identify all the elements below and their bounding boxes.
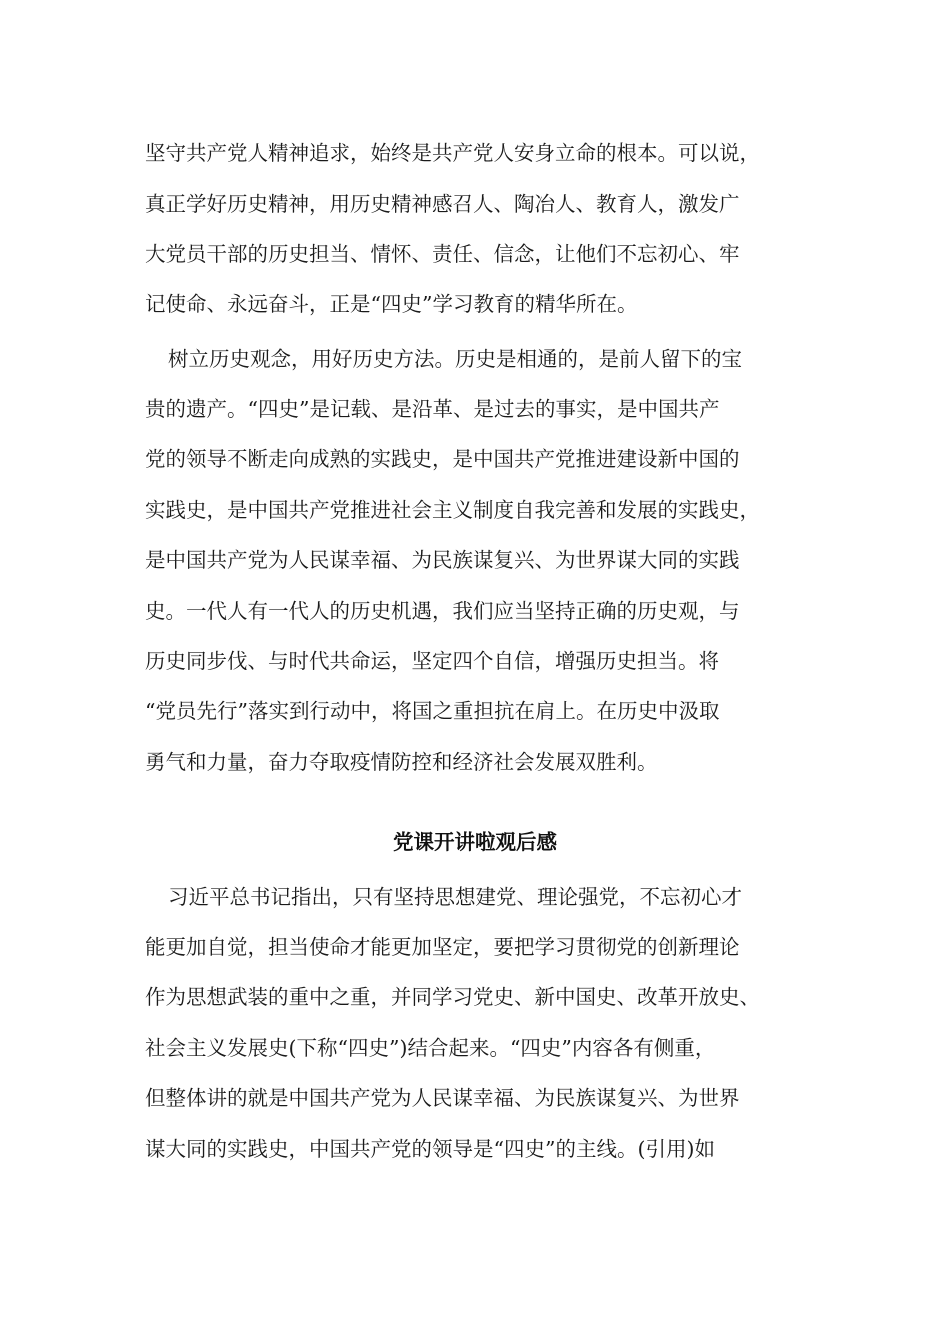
paragraph3-line-6: 谋大同的实践史，中国共产党的领导是“四史”的主线。(引用)如 — [145, 1137, 715, 1161]
paragraph1-line-1: 坚守共产党人精神追求，始终是共产党人安身立命的根本。可以说， — [145, 141, 760, 165]
paragraph2-line-5: 是中国共产党为人民谋幸福、为民族谋复兴、为世界谋大同的实践 — [145, 548, 740, 572]
paragraph1-line-4: 记使命、永远奋斗，正是“四史”学习教育的精华所在。 — [145, 292, 638, 316]
paragraph1-line-2: 真正学好历史精神，用历史精神感召人、陶冶人、教育人，激发广 — [145, 192, 740, 216]
paragraph3-line-1: 习近平总书记指出，只有坚持思想建党、理论强党，不忘初心才 — [168, 885, 742, 909]
paragraph2-line-1: 树立历史观念，用好历史方法。历史是相通的，是前人留下的宝 — [168, 347, 742, 371]
paragraph2-line-7: 历史同步伐、与时代共命运，坚定四个自信，增强历史担当。将 — [145, 649, 719, 673]
section-title: 党课开讲啦观后感 — [393, 830, 557, 854]
paragraph2-line-3: 党的领导不断走向成熟的实践史，是中国共产党推进建设新中国的 — [145, 447, 740, 471]
paragraph2-line-2: 贵的遗产。“四史”是记载、是沿革、是过去的事实，是中国共产 — [145, 397, 720, 421]
paragraph3-line-3: 作为思想武装的重中之重，并同学习党史、新中国史、改革开放史、 — [145, 985, 760, 1009]
paragraph2-line-6: 史。一代人有一代人的历史机遇，我们应当坚持正确的历史观，与 — [145, 599, 740, 623]
paragraph1-line-3: 大党员干部的历史担当、情怀、责任、信念，让他们不忘初心、牢 — [145, 242, 740, 266]
paragraph3-line-4: 社会主义发展史(下称“四史”)结合起来。“四史”内容各有侧重， — [145, 1036, 716, 1060]
paragraph3-line-2: 能更加自觉，担当使命才能更加坚定，要把学习贯彻党的创新理论 — [145, 935, 740, 959]
paragraph2-line-9: 勇气和力量，奋力夺取疫情防控和经济社会发展双胜利。 — [145, 750, 658, 774]
paragraph3-line-5: 但整体讲的就是中国共产党为人民谋幸福、为民族谋复兴、为世界 — [145, 1086, 740, 1110]
paragraph2-line-4: 实践史，是中国共产党推进社会主义制度自我完善和发展的实践史， — [145, 498, 760, 522]
paragraph2-line-8: “党员先行”落实到行动中，将国之重担抗在肩上。在历史中汲取 — [145, 699, 720, 723]
